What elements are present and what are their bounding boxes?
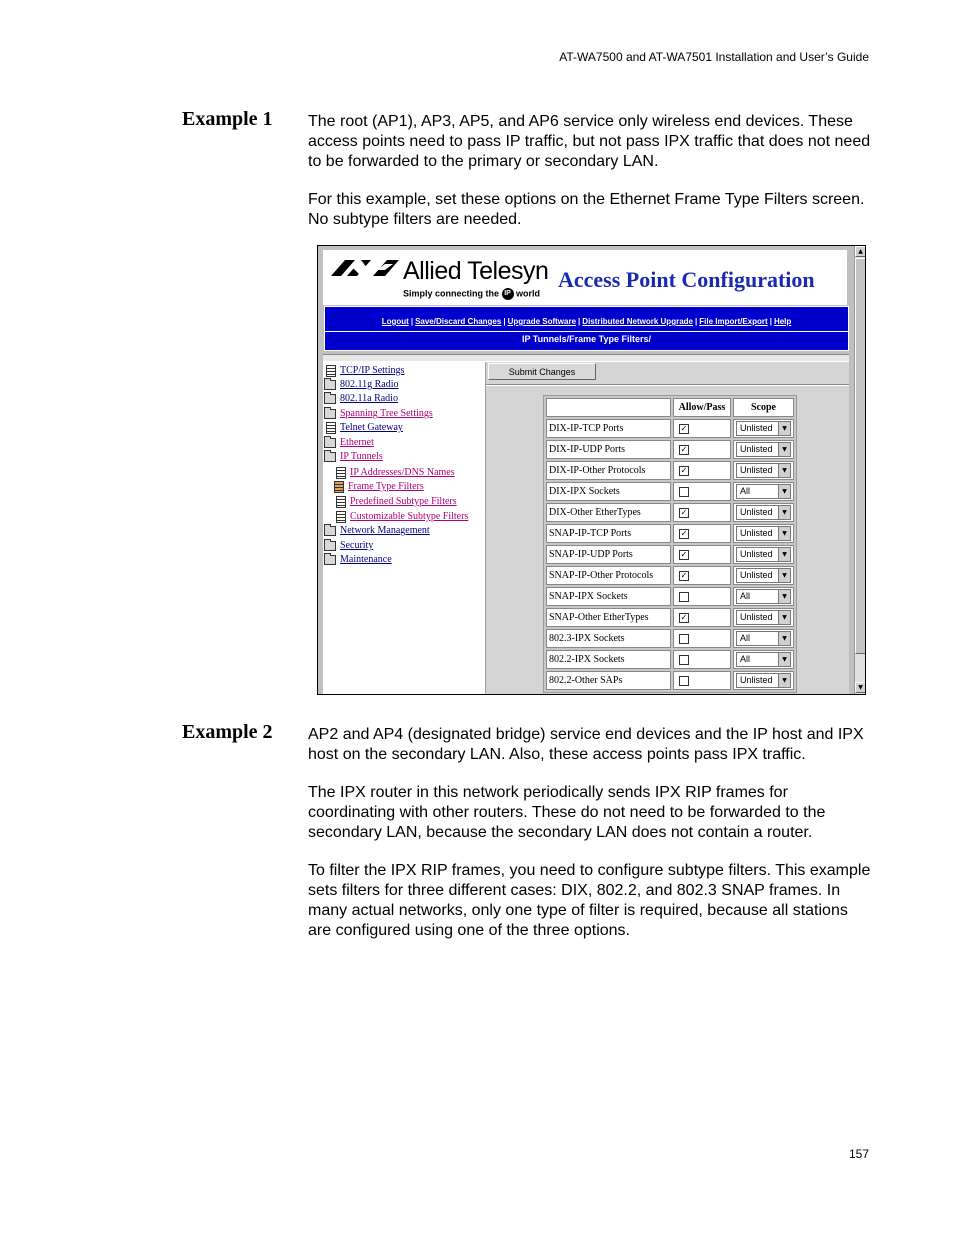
allow-pass-cell — [673, 629, 731, 648]
scope-select[interactable] — [736, 547, 791, 562]
doc-icon — [336, 496, 346, 508]
submit-changes-button[interactable]: Submit Changes — [488, 363, 596, 380]
nav-separator: | — [578, 317, 581, 326]
scroll-up-arrow-icon[interactable]: ▲ — [855, 246, 866, 257]
allow-pass-checkbox[interactable] — [679, 676, 689, 686]
logo-brand-text: Allied Telesyn — [403, 257, 549, 285]
allow-pass-cell — [673, 503, 731, 522]
folder-icon — [324, 409, 336, 419]
frame-type-filters-screenshot — [317, 245, 866, 695]
scope-value: Unlisted — [740, 465, 773, 475]
example-2-paragraph-2: The IPX router in this network periodically sends IPX RIP frames for coordinating with other routers. These do not need to be forwarded to the secondary LAN, because the secondary LAN does not contain a router. — [308, 784, 826, 841]
scope-cell — [733, 587, 794, 606]
doc-icon-active — [334, 481, 344, 493]
scope-cell — [733, 608, 794, 627]
nav-separator: | — [694, 317, 698, 326]
nav-link-save-discard[interactable]: Save/Discard Changes — [415, 317, 502, 326]
allow-pass-header: Allow/Pass — [673, 398, 731, 417]
example-2-heading: Example 2 — [182, 721, 273, 743]
tree-item-label: Predefined Subtype Filters — [350, 496, 457, 507]
tree-item-predefined-subtype-filters[interactable] — [336, 495, 457, 508]
allow-pass-cell — [673, 419, 731, 438]
nav-links — [325, 317, 848, 326]
tree-item-label: IP Tunnels — [340, 451, 383, 462]
tree-item-802-11g-radio[interactable] — [324, 378, 399, 391]
tree-item-label: Spanning Tree Settings — [340, 408, 433, 419]
dropdown-arrow-icon: ▼ — [778, 548, 790, 561]
allied-telesyn-logo-icon — [331, 258, 401, 278]
scroll-down-arrow-icon[interactable]: ▼ — [855, 682, 866, 693]
scope-value: Unlisted — [740, 675, 773, 685]
filter-name: DIX-IP-Other Protocols — [546, 461, 671, 480]
dropdown-arrow-icon: ▼ — [778, 527, 790, 540]
scope-cell — [733, 440, 794, 459]
tree-item-ip-addresses-dns[interactable] — [336, 466, 455, 479]
folder-icon — [324, 555, 336, 565]
scope-value: Unlisted — [740, 570, 773, 580]
dropdown-arrow-icon: ▼ — [778, 632, 790, 645]
scope-select[interactable] — [736, 631, 791, 646]
frame-divider — [323, 354, 849, 362]
scope-cell — [733, 650, 794, 669]
scope-value: Unlisted — [740, 549, 773, 559]
allow-pass-checkbox[interactable]: ✓ — [680, 423, 688, 433]
tree-item-label: Ethernet — [340, 437, 374, 448]
dropdown-arrow-icon: ▼ — [778, 506, 790, 519]
filter-name: SNAP-IP-TCP Ports — [546, 524, 671, 543]
scope-cell — [733, 461, 794, 480]
allow-pass-cell — [673, 671, 731, 690]
folder-icon — [324, 438, 336, 448]
tree-item-label: Security — [340, 540, 374, 551]
allow-pass-cell — [673, 440, 731, 459]
table-row — [546, 629, 794, 648]
table-row — [546, 545, 794, 564]
tree-item-label: Telnet Gateway — [340, 422, 403, 433]
scope-select[interactable] — [736, 652, 791, 667]
allow-pass-checkbox[interactable]: ✓ — [680, 612, 688, 622]
tree-item-label: Customizable Subtype Filters — [350, 511, 469, 522]
allow-pass-checkbox[interactable] — [679, 634, 689, 644]
tagline-part-1: Simply connecting the — [403, 288, 500, 299]
tree-item-label: TCP/IP Settings — [340, 365, 405, 376]
scope-value: All — [740, 654, 751, 664]
scrollbar-thumb[interactable] — [855, 258, 866, 654]
nav-link-help[interactable]: Help — [773, 317, 792, 326]
filter-name: SNAP-IPX Sockets — [546, 587, 671, 606]
filter-name: 802.2-IPX Sockets — [546, 650, 671, 669]
allow-pass-checkbox[interactable]: ✓ — [680, 465, 688, 475]
filter-name: DIX-IP-UDP Ports — [546, 440, 671, 459]
dropdown-arrow-icon: ▼ — [778, 674, 790, 687]
scope-cell — [733, 524, 794, 543]
allow-pass-checkbox[interactable]: ✓ — [680, 507, 688, 517]
tree-item-maintenance[interactable] — [324, 553, 392, 566]
tree-item-ethernet[interactable] — [324, 436, 374, 449]
scope-cell — [733, 482, 794, 501]
scope-value: Unlisted — [740, 507, 773, 517]
tree-item-label: Maintenance — [340, 554, 392, 565]
table-row — [546, 650, 794, 669]
ip-badge-icon: IP — [502, 288, 514, 300]
tree-item-802-11a-radio[interactable] — [324, 392, 398, 405]
table-row — [546, 587, 794, 606]
allow-pass-cell — [673, 587, 731, 606]
doc-icon — [326, 365, 336, 377]
vertical-scrollbar[interactable] — [854, 246, 866, 694]
tree-item-spanning-tree[interactable] — [324, 407, 433, 420]
doc-icon — [336, 511, 346, 523]
allow-pass-cell — [673, 461, 731, 480]
folder-icon — [324, 394, 336, 404]
tagline-part-2: world — [516, 288, 541, 299]
content-divider — [486, 384, 849, 386]
scope-select[interactable] — [736, 673, 791, 688]
table-row — [546, 440, 794, 459]
table-row — [546, 671, 794, 690]
filter-name: 802.2-Other SAPs — [546, 671, 671, 690]
open-folder-icon — [324, 452, 336, 462]
table-header-row — [546, 398, 794, 417]
allow-pass-checkbox[interactable]: ✓ — [680, 528, 688, 538]
folder-icon — [324, 380, 336, 390]
scope-cell — [733, 566, 794, 585]
allow-pass-cell — [673, 608, 731, 627]
tree-item-label: 802.11a Radio — [340, 393, 398, 404]
table-row — [546, 419, 794, 438]
scope-select[interactable] — [736, 484, 791, 499]
scope-select[interactable] — [736, 568, 791, 583]
scope-select[interactable] — [736, 442, 791, 457]
example-2-paragraph-1: AP2 and AP4 (designated bridge) service end devices and the IP host and IPX host on the secondary LAN. Also, these access points pass IPX traffic. — [308, 726, 864, 763]
filter-name: DIX-Other EtherTypes — [546, 503, 671, 522]
allow-pass-checkbox[interactable]: ✓ — [680, 444, 688, 454]
nav-link-file-import-export[interactable]: File Import/Export — [699, 317, 768, 326]
folder-icon — [324, 526, 336, 536]
tree-item-label: IP Addresses/DNS Names — [350, 467, 455, 478]
scope-cell — [733, 419, 794, 438]
allow-pass-cell — [673, 566, 731, 585]
example-1-paragraph-1: The root (AP1), AP3, AP5, and AP6 service only wireless end devices. These access points need to pass IP traffic, but not pass IPX traffic that does not need to be forwarded to the primary or secondary LAN. — [308, 113, 871, 170]
example-1-paragraph-2: For this example, set these options on the Ethernet Frame Type Filters screen. No subtype filters are needed. — [308, 191, 865, 228]
nav-separator: | — [769, 317, 772, 326]
dropdown-arrow-icon: ▼ — [778, 590, 790, 603]
filter-name: 802.3-IPX Sockets — [546, 629, 671, 648]
nav-link-upgrade-software[interactable]: Upgrade Software — [507, 317, 577, 326]
scope-value: Unlisted — [740, 612, 773, 622]
nav-link-distributed-upgrade[interactable]: Distributed Network Upgrade — [582, 317, 693, 326]
example-2-paragraph-3: To filter the IPX RIP frames, you need to configure subtype filters. This example sets filters for three different cases: DIX, 802.2, and 802.3 SNAP frames. In many actual networks, only one type of filter is required, because all stations are configured using one of the three options. — [308, 862, 871, 939]
scope-cell — [733, 629, 794, 648]
filter-name-header — [546, 398, 671, 417]
example-1-heading: Example 1 — [182, 108, 273, 130]
allow-pass-cell — [673, 524, 731, 543]
allow-pass-cell — [673, 545, 731, 564]
screenshot-window — [318, 246, 854, 694]
frame-type-filters-table — [543, 395, 797, 693]
scope-select[interactable] — [736, 463, 791, 478]
scope-select[interactable] — [736, 505, 791, 520]
filter-name: DIX-IPX Sockets — [546, 482, 671, 501]
tree-item-security[interactable] — [324, 539, 373, 552]
running-header: AT-WA7500 and AT-WA7501 Installation and User’s Guide — [559, 50, 869, 64]
table-row — [546, 503, 794, 522]
banner — [323, 250, 847, 305]
tree-item-label: Network Management — [340, 525, 430, 536]
allow-pass-checkbox[interactable] — [679, 487, 689, 497]
tree-item-label: Frame Type Filters — [348, 481, 424, 492]
breadcrumb: IP Tunnels/Frame Type Filters/ — [325, 331, 848, 347]
tree-item-customizable-subtype-filters[interactable] — [336, 510, 468, 523]
tree-item-frame-type-filters[interactable] — [334, 480, 424, 493]
logo-tagline — [403, 288, 540, 300]
table-row — [546, 461, 794, 480]
doc-icon — [336, 467, 346, 479]
nav-bar — [324, 306, 849, 351]
scope-cell — [733, 671, 794, 690]
scope-cell — [733, 503, 794, 522]
allow-pass-checkbox[interactable] — [679, 592, 689, 602]
dropdown-arrow-icon: ▼ — [778, 422, 790, 435]
dropdown-arrow-icon: ▼ — [778, 653, 790, 666]
filter-name: SNAP-Other EtherTypes — [546, 608, 671, 627]
scope-select[interactable] — [736, 421, 791, 436]
allow-pass-cell — [673, 650, 731, 669]
doc-icon — [326, 422, 336, 434]
scope-value: All — [740, 633, 751, 643]
nav-link-logout[interactable]: Logout — [381, 317, 409, 326]
navigation-tree — [323, 362, 487, 694]
table-row — [546, 566, 794, 585]
allow-pass-checkbox[interactable]: ✓ — [680, 549, 688, 559]
allow-pass-cell — [673, 482, 731, 501]
scope-select[interactable] — [736, 610, 791, 625]
dropdown-arrow-icon: ▼ — [778, 443, 790, 456]
scope-select[interactable] — [736, 526, 791, 541]
filter-name: SNAP-IP-Other Protocols — [546, 566, 671, 585]
filter-rows — [546, 419, 794, 690]
tree-item-network-management[interactable] — [324, 524, 430, 537]
allow-pass-checkbox[interactable]: ✓ — [680, 570, 688, 580]
tree-item-telnet-gateway[interactable] — [326, 421, 403, 434]
tree-item-tcp-ip-settings[interactable] — [326, 364, 404, 377]
scope-value: Unlisted — [740, 423, 773, 433]
dropdown-arrow-icon: ▼ — [778, 611, 790, 624]
scope-cell — [733, 545, 794, 564]
folder-icon — [324, 541, 336, 551]
scope-value: Unlisted — [740, 528, 773, 538]
nav-separator: | — [410, 317, 414, 326]
allow-pass-checkbox[interactable] — [679, 655, 689, 665]
tree-item-ip-tunnels[interactable] — [324, 450, 383, 463]
table-row — [546, 608, 794, 627]
dropdown-arrow-icon: ▼ — [778, 464, 790, 477]
scope-value: All — [740, 486, 751, 496]
filter-name: DIX-IP-TCP Ports — [546, 419, 671, 438]
table-row — [546, 524, 794, 543]
filters-content-pane — [486, 362, 849, 694]
scope-value: All — [740, 591, 751, 601]
scope-header: Scope — [733, 398, 794, 417]
filter-name: SNAP-IP-UDP Ports — [546, 545, 671, 564]
nav-separator: | — [503, 317, 506, 326]
app-title: Access Point Configuration — [558, 267, 815, 292]
dropdown-arrow-icon: ▼ — [778, 569, 790, 582]
dropdown-arrow-icon: ▼ — [778, 485, 790, 498]
page-number: 157 — [848, 1147, 869, 1161]
scope-value: Unlisted — [740, 444, 773, 454]
tree-item-label: 802.11g Radio — [340, 379, 399, 390]
table-row — [546, 482, 794, 501]
scope-select[interactable] — [736, 589, 791, 604]
